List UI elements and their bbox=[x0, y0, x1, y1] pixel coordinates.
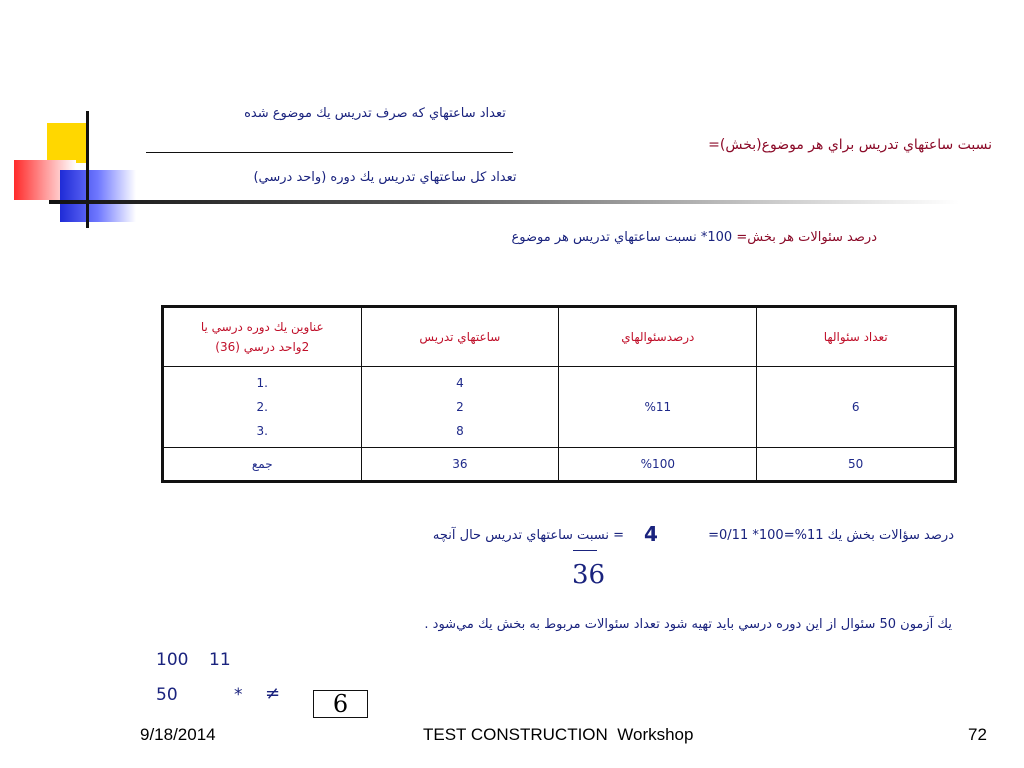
cell-hours bbox=[361, 367, 559, 448]
header-topics bbox=[163, 307, 362, 367]
formula1-label: نسبت ساعتهاي تدريس براي هر موضوع(بخش)= bbox=[708, 137, 992, 153]
header-hours: ساعتهاي تدريس bbox=[361, 307, 559, 367]
calc-row1-b: 11 bbox=[209, 650, 231, 670]
total-percent: %100 bbox=[559, 448, 757, 482]
topic-item: 3. bbox=[256, 424, 268, 438]
topic-item: 2. bbox=[256, 400, 268, 414]
formula1-denominator: تعداد كل ساعتهاي تدريس يك دوره (واحد درسي) bbox=[253, 170, 517, 185]
hours-item: 4 bbox=[456, 376, 464, 390]
calc-row1-a: 100 bbox=[156, 650, 189, 670]
footer-page-number: 72 bbox=[968, 725, 987, 744]
question-distribution-table bbox=[161, 305, 957, 483]
formula2-label: درصد سئوالات هر بخش= bbox=[736, 230, 877, 245]
header-topics-line2: 2واحد درسي (36) bbox=[215, 340, 310, 354]
deco-vertical-line bbox=[86, 111, 89, 228]
topic-item: 1. bbox=[256, 376, 268, 390]
cell-topics bbox=[163, 367, 362, 448]
formula2-expression: 100* نسبت ساعتهاي تدريس هر موضوع bbox=[511, 230, 733, 245]
calc-row2-neq: ≠ bbox=[265, 683, 281, 704]
header-percent: درصدسئوالهاي bbox=[559, 307, 757, 367]
example-fraction-numerator: 4 bbox=[644, 522, 658, 546]
header-topics-line1: عناوين يك دوره درسي يا bbox=[200, 320, 324, 334]
table-total-row bbox=[163, 448, 956, 482]
hours-item: 2 bbox=[456, 400, 464, 414]
calc-row2-star: * bbox=[234, 685, 243, 705]
hours-item: 8 bbox=[456, 424, 464, 438]
cell-count: 6 bbox=[757, 367, 956, 448]
table-header-row bbox=[163, 307, 956, 367]
formula1-numerator: تعداد ساعتهاي كه صرف تدريس يك موضوع شده bbox=[244, 106, 506, 121]
formula2 bbox=[405, 230, 877, 245]
calc-result: 6 bbox=[332, 690, 349, 718]
header-count: تعداد سئوالها bbox=[757, 307, 956, 367]
cell-percent: %11 bbox=[559, 367, 757, 448]
total-count: 50 bbox=[757, 448, 956, 482]
total-hours: 36 bbox=[361, 448, 559, 482]
deco-blue-square bbox=[60, 170, 136, 222]
calc-result-box bbox=[313, 690, 368, 718]
deco-yellow-square bbox=[47, 123, 89, 163]
example-line: درصد سؤالات بخش يك 11%=100* 0/11= bbox=[708, 528, 954, 543]
footer-title: TEST CONSTRUCTION Workshop bbox=[423, 725, 694, 744]
example-fraction-bar bbox=[573, 550, 597, 551]
calc-row2-a: 50 bbox=[156, 685, 178, 705]
table-row bbox=[163, 367, 956, 448]
deco-horizontal-line bbox=[49, 200, 959, 204]
example-rhs: = نسبت ساعتهاي تدريس حال آنچه bbox=[432, 528, 624, 543]
example-fraction-denominator: 36 bbox=[572, 560, 606, 590]
footer-date: 9/18/2014 bbox=[140, 725, 216, 744]
exam-sentence: يك آزمون 50 سئوال از اين دوره درسي بايد تهيه شود تعداد سئوالات مربوط به بخش يك مي‌شود . bbox=[424, 617, 952, 632]
fraction-bar bbox=[146, 152, 513, 153]
total-label: جمع bbox=[163, 448, 362, 482]
